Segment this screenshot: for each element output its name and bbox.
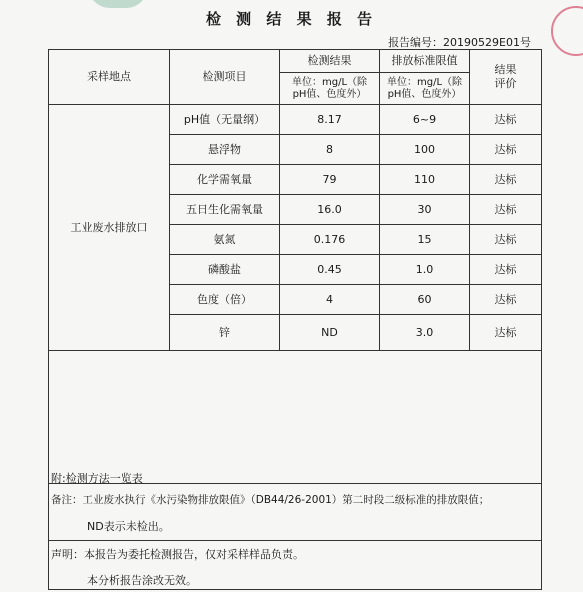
row-item: 磷酸盐 [208, 262, 241, 276]
results-table [48, 49, 542, 590]
row-result: 16.0 [317, 202, 342, 216]
header-evaluation [470, 50, 541, 104]
sampling-location: 工业废水排放口 [70, 220, 148, 234]
header-result: 检测结果 [307, 54, 352, 67]
row-evaluation: 达标 [494, 232, 517, 246]
row-result: 8.17 [317, 112, 342, 126]
row-evaluation: 达标 [494, 262, 517, 276]
row-evaluation: 达标 [494, 172, 517, 186]
remark-line-1: 备注：工业废水执行《水污染物排放限值》（DB44/26-2001）第二时段二级标准的排放限值； [51, 494, 490, 506]
row-limit: 15 [417, 232, 432, 246]
row-limit: 110 [414, 172, 435, 186]
row-item: 氨氮 [213, 232, 236, 246]
row-result: ND [321, 325, 338, 339]
header-evaluation-line2: 评价 [494, 77, 517, 90]
row-evaluation: 达标 [494, 142, 517, 156]
row-limit: 60 [417, 292, 432, 306]
row-result: 79 [322, 172, 337, 186]
row-limit: 100 [414, 142, 435, 156]
report-number: 报告编号：20190529E01号 [388, 36, 531, 49]
row-result: 4 [326, 292, 333, 306]
row-item: 悬浮物 [208, 142, 241, 156]
header-limit: 排放标准限值 [391, 54, 458, 67]
row-evaluation: 达标 [494, 112, 517, 126]
row-result: 8 [326, 142, 333, 156]
row-result: 0.176 [313, 232, 346, 246]
row-item: 色度（倍） [197, 292, 252, 306]
header-result-unit: 单位：mg/L（除pH值、色度外） [291, 76, 368, 100]
attachment-note: 附:检测方法一览表 [51, 472, 143, 485]
statement-line-2: 本分析报告涂改无效。 [87, 574, 197, 587]
row-evaluation: 达标 [494, 202, 517, 216]
company-logo [88, 0, 148, 8]
header-item: 检测项目 [202, 70, 247, 83]
header-limit-unit: 单位：mg/L（除pH值、色度外） [386, 76, 463, 100]
row-limit: 3.0 [415, 325, 434, 339]
row-result: 0.45 [317, 262, 342, 276]
row-item: 化学需氧量 [197, 172, 252, 186]
row-evaluation: 达标 [494, 292, 517, 306]
row-item: pH值（无量纲） [183, 112, 266, 126]
row-limit: 1.0 [415, 262, 434, 276]
page-title: 检 测 结 果 报 告 [205, 10, 378, 28]
statement-line-1: 声明：本报告为委托检测报告，仅对采样样品负责。 [51, 548, 304, 561]
header-evaluation-line1: 结果 [494, 63, 517, 76]
row-item: 五日生化需氧量 [186, 202, 263, 216]
row-item: 锌 [219, 325, 230, 339]
header-location: 采样地点 [87, 70, 131, 83]
row-limit: 30 [417, 202, 432, 216]
remark-line-2: ND表示未检出。 [87, 520, 170, 533]
row-limit: 6~9 [412, 112, 437, 126]
row-evaluation: 达标 [494, 325, 517, 339]
